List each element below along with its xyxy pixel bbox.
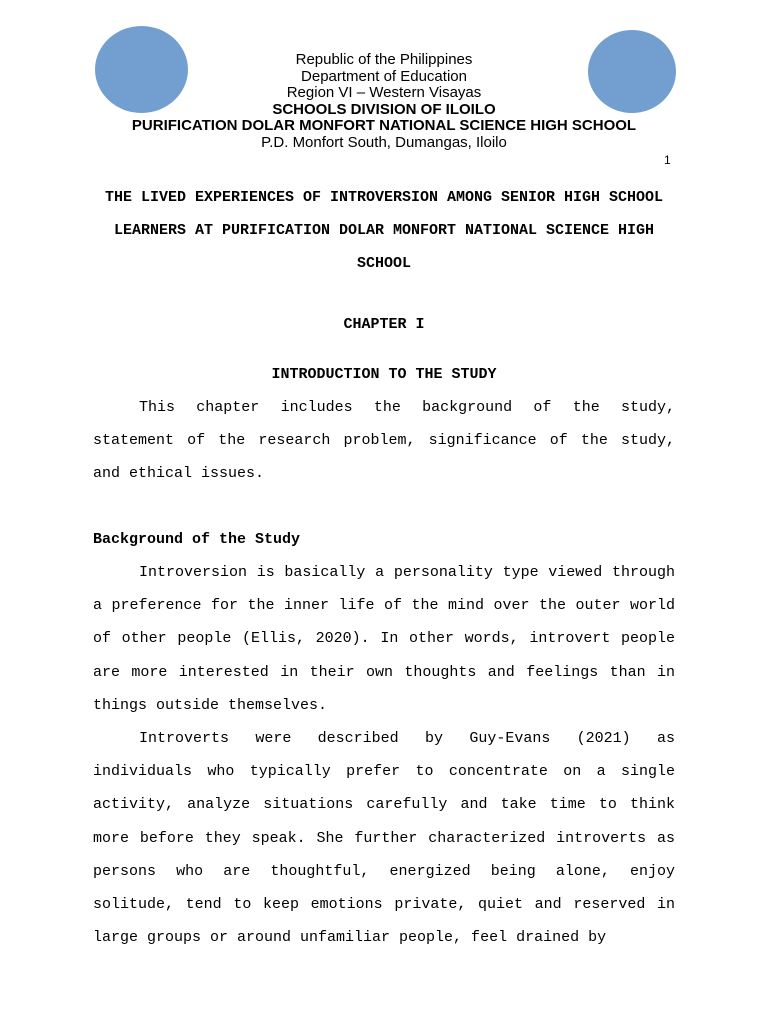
page-number: 1	[664, 153, 671, 167]
intro-paragraph-block	[93, 391, 675, 491]
letterhead-republic: Republic of the Philippines	[295, 51, 473, 68]
letterhead-address: P.D. Monfort South, Dumangas, Iloilo	[261, 133, 507, 151]
chapter-label: CHAPTER I	[343, 316, 425, 333]
document-title: THE LIVED EXPERIENCES OF INTROVERSION AMONG SENIOR HIGH SCHOOL LEARNERS AT PURIFICATION DOLAR MONFORT NATIONAL SCIENCE HIGH SCHOOL	[104, 189, 664, 272]
letterhead-department: Department of Education	[301, 67, 467, 85]
background-paragraph-2: Introverts were described by Guy-Evans (2021) as individuals who typically prefer to concentrate on a single activity, analyze situations carefully and take time to think more before they speak. She further characterized introverts as persons who are thoughtful, energized being alone, enjoy solitude, tend to keep emotions private, quiet and reserved in large groups or around unfamiliar people, feel drained by	[93, 730, 675, 947]
letterhead-division: SCHOOLS DIVISION OF ILOILO	[272, 100, 496, 118]
section-heading: Background of the Study	[93, 531, 301, 548]
background-paragraph-2-block	[93, 722, 675, 954]
letterhead	[0, 52, 768, 152]
background-paragraph-1-block	[93, 556, 675, 722]
chapter-title: INTRODUCTION TO THE STUDY	[271, 366, 497, 383]
background-paragraph-1: Introversion is basically a personality type viewed through a preference for the inner life of the mind over the outer world of other people (Ellis, 2020). In other words, introvert people are more interested in their own thoughts and feelings than in things outside themselves.	[93, 564, 675, 714]
letterhead-region: Region VI – Western Visayas	[286, 84, 482, 102]
letterhead-school-name: PURIFICATION DOLAR MONFORT NATIONAL SCIENCE HIGH SCHOOL	[131, 117, 637, 135]
intro-paragraph: This chapter includes the background of the study, statement of the research problem, significance of the study, and ethical issues.	[93, 399, 675, 483]
